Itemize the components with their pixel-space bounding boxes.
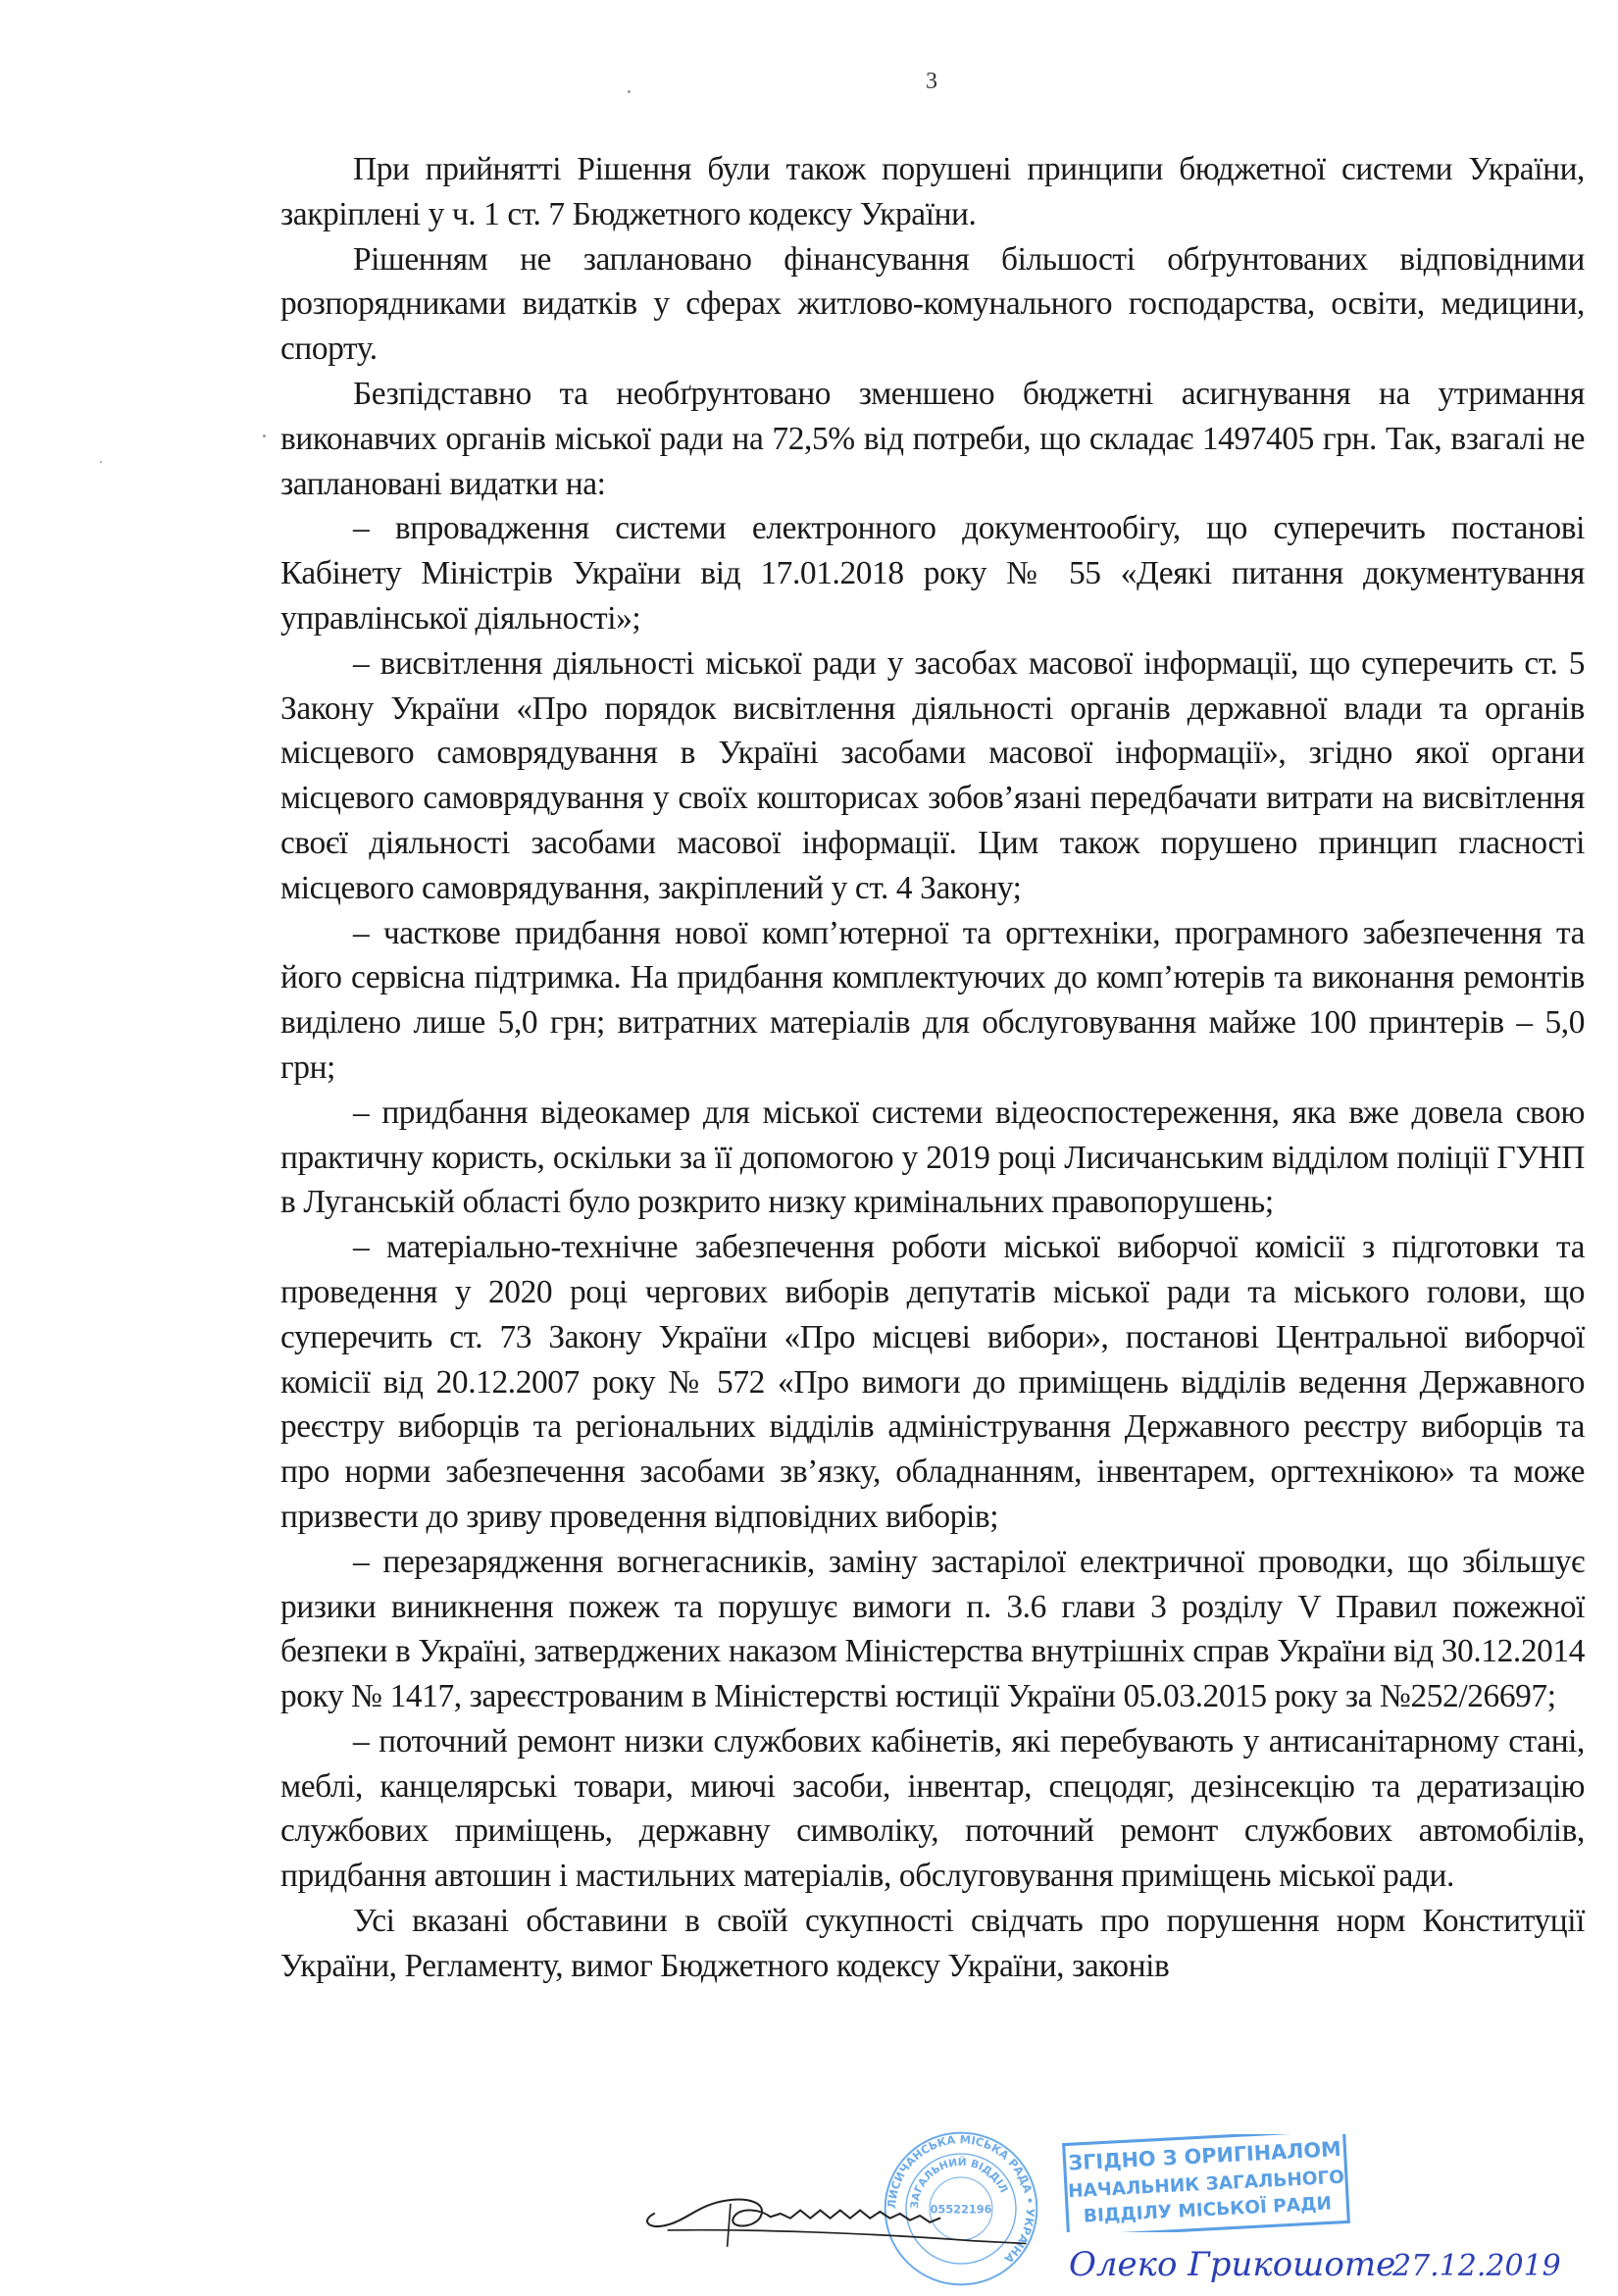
- stamp-line-2: НАЧАЛЬНИК ЗАГАЛЬНОГО: [1067, 2167, 1345, 2203]
- page-number: 3: [926, 69, 937, 94]
- signature-black: [628, 2169, 1039, 2258]
- seal-inner-text: ЗАГАЛЬНИЙ ВІДДІЛ: [907, 2155, 1011, 2210]
- paragraph: Безпідставно та необґрунтовано зменшено бюджетні асигнування на утримання виконавчих органів міської ради на 72,5% від потреби, що складає 1497405 грн. Так, взагалі не заплановані видатки на:: [280, 375, 1585, 502]
- stamp-line-3: ВІДДІЛУ МІСЬКОЇ РАДИ: [1083, 2193, 1333, 2227]
- list-item: – часткове придбання нової комп’ютерної та оргтехніки, програмного забезпечення та його сервісна підтримка. На придбання комплектуючих до комп’ютерів та виконання ремонтів виділено лише 5,0 грн; витратних матеріалів для обслуговування майже 100 принтерів – 5,0 грн;: [280, 914, 1585, 1086]
- scan-speck: [100, 461, 102, 463]
- signature-area: [588, 2130, 1618, 2292]
- seal-code: 05522196: [930, 2202, 992, 2217]
- certification-stamp: [1059, 2134, 1353, 2232]
- paragraph: При прийнятті Рішення були також порушені принципи бюджетної системи України, закріплені у ч. 1 ст. 7 Бюджетного кодексу України.: [280, 151, 1585, 232]
- list-item: – поточний ремонт низки службових кабінетів, які перебувають у антисанітарному стані, меблі, канцелярські товари, миючі засоби, інвентар, спецодяг, дезінсекцію та дератизацію службових приміщень, державну символіку, поточний ремонт службових автомобілів, придбання автошин і мастильних матеріалів, обслуговування приміщень міської ради.: [280, 1722, 1585, 1895]
- handwritten-date: 27.12.2019: [1392, 2249, 1561, 2283]
- list-item: – висвітлення діяльності міської ради у засобах масової інформації, що суперечить ст. 5 Закону України «Про порядок висвітлення діяльності органів державної влади та органів місцевого самоврядування в Україні засобами масової інформації», згідно якої органи місцевого самоврядування у своїх кошторисах зобов’язані передбачати витрати на висвітлення своєї діяльності засобами масової інформації. Цим також порушено принцип гласності місцевого самоврядування, закріплений у ст. 4 Закону;: [280, 644, 1585, 906]
- document-body: [280, 147, 1585, 1989]
- list-item: – матеріально-технічне забезпечення роботи міської виборчої комісії з підготовки та проведення у 2020 році чергових виборів депутатів міської ради та міського голови, що суперечить ст. 73 Закону України «Про місцеві вибори», постанові Центральної виборчої комісії від 20.12.2007 року № 572 «Про вимоги до приміщень відділів ведення Державного реєстру виборців та регіональних відділів адміністрування Державного реєстру виборців та про норми забезпечення засобами зв’язку, обладнанням, інвентарем, оргтехнікою» та може призвести до зриву проведення відповідних виборів;: [280, 1229, 1585, 1535]
- list-item: – впровадження системи електронного документообігу, що суперечить постанові Кабінету Міністрів України від 17.01.2018 року № 55 «Деякі питання документування управлінської діяльності»;: [280, 510, 1585, 637]
- certifier-name: Олеко Грикошоте: [1069, 2245, 1396, 2284]
- list-item: – перезарядження вогнегасників, заміну застарілої електричної проводки, що збільшує ризики виникнення пожеж та порушує вимоги п. 3.6 глави 3 розділу V Правил пожежної безпеки в Україні, затверджених наказом Міністерства внутрішніх справ України від 30.12.2014 року № 1417, зареєстрованим в Міністерстві юстиції України 05.03.2015 року за №252/26697;: [280, 1543, 1585, 1715]
- seal-outer-text: ЛИСИЧАНСЬКА МІСЬКА РАДА • УКРАЇНА: [885, 2132, 1037, 2267]
- list-item: – придбання відеокамер для міської системи відеоспостереження, яка вже довела свою практичну користь, оскільки за її допомогою у 2019 році Лисичанським відділом поліції ГУНП в Луганській області було розкрито низку кримінальних правопорушень;: [280, 1094, 1585, 1221]
- paragraph: Усі вказані обставини в своїй сукупності свідчать про порушення норм Конституції України, Регламенту, вимог Бюджетного кодексу України, законів: [280, 1903, 1585, 1984]
- scan-speck: [628, 90, 631, 93]
- stamp-line-1: ЗГІДНО З ОРИГІНАЛОМ: [1067, 2136, 1342, 2175]
- handwritten-certification: [1049, 2232, 1598, 2291]
- paragraph: Рішенням не заплановано фінансування більшості обґрунтованих відповідними розпорядниками видатків у сферах житлово-комунального господарства, освіти, медицини, спорту.: [280, 240, 1585, 368]
- scan-speck: [263, 434, 266, 437]
